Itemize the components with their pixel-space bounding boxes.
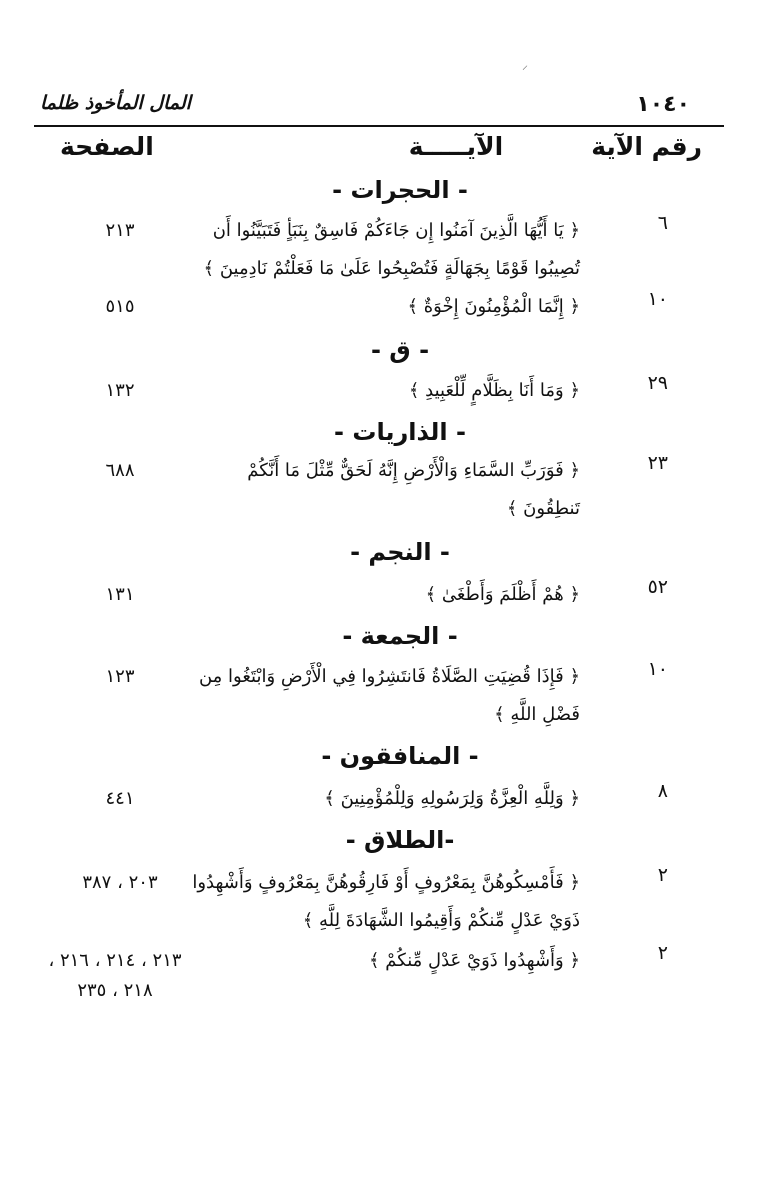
surah-heading-munafiqun: - المنافقون - bbox=[321, 742, 479, 770]
aya-text: ﴿ وَلِلَّهِ الْعِزَّةُ وَلِرَسُولِهِ وَلِلْمُؤْمِنِينَ ﴾ bbox=[324, 788, 580, 809]
aya-text: ﴿ إِنَّمَا الْمُؤْمِنُونَ إِخْوَةٌ ﴾ bbox=[407, 296, 580, 317]
surah-heading-najm: - النجم - bbox=[350, 538, 450, 566]
aya-text: ﴿ فَأَمْسِكُوهُنَّ بِمَعْرُوفٍ أَوْ فَارِقُوهُنَّ بِمَعْرُوفٍ وَأَشْهِدُوا ذَوَيْ عَدْلٍ مِّنكُمْ وَأَقِيمُوا الشَّهَادَةَ لِلَّهِ ﴾ bbox=[192, 872, 580, 931]
aya-number: ١٠ bbox=[647, 288, 668, 310]
header-rule bbox=[34, 125, 724, 127]
page-ref: ٥١٥ bbox=[105, 296, 135, 317]
page-number: ١٠٤٠ bbox=[636, 92, 690, 117]
aya-number: ٢٩ bbox=[647, 372, 668, 394]
page-ref: ٢١٣ ، ٢١٤ ، ٢١٦ ، ٢١٨ ، ٢٣٥ bbox=[48, 950, 182, 1001]
aya-text: ﴿ هُمْ أَظْلَمَ وَأَطْغَىٰ ﴾ bbox=[425, 584, 580, 605]
surah-heading-qaf: - ق - bbox=[370, 336, 430, 364]
aya-text: ﴿ يَا أَيُّهَا الَّذِينَ آمَنُوا إِن جَاءَكُمْ فَاسِقٌ بِنَبَأٍ فَتَبَيَّنُوا أَن تُصِيبُوا قَوْمًا بِجَهَالَةٍ فَتُصْبِحُوا عَلَىٰ مَا فَعَلْتُمْ نَادِمِينَ ﴾ bbox=[203, 220, 580, 279]
aya-text: ﴿ فَوَرَبِّ السَّمَاءِ وَالْأَرْضِ إِنَّهُ لَحَقٌّ مِّثْلَ مَا أَنَّكُمْ تَنطِقُونَ ﴾ bbox=[247, 460, 580, 519]
surah-heading-talaq: -الطلاق - bbox=[345, 826, 455, 854]
surah-heading-hujurat: - الحجرات - bbox=[332, 176, 468, 204]
page-ref: ٢٠٣ ، ٣٨٧ bbox=[82, 872, 158, 893]
aya-number: ٦ bbox=[657, 212, 668, 234]
aya-number: ٨ bbox=[657, 780, 668, 802]
aya-text: ﴿ وَأَشْهِدُوا ذَوَيْ عَدْلٍ مِّنكُمْ ﴾ bbox=[369, 950, 580, 971]
aya-number: ٢ bbox=[657, 942, 668, 964]
page-ref: ٦٨٨ bbox=[105, 460, 135, 481]
surah-heading-dhariyat: - الذاريات - bbox=[334, 418, 466, 446]
page-ref: ١٣٢ bbox=[105, 380, 135, 401]
aya-number: ٢ bbox=[657, 864, 668, 886]
aya-number: ٢٣ bbox=[647, 452, 668, 474]
page-ref: ٢١٣ bbox=[105, 220, 135, 241]
column-header-page: الصفحة bbox=[60, 132, 154, 161]
stray-mark-icon: ⸝ bbox=[522, 58, 529, 72]
page-ref: ١٣١ bbox=[105, 584, 135, 605]
page-ref: ٤٤١ bbox=[105, 788, 135, 809]
aya-number: ٥٢ bbox=[647, 576, 668, 598]
aya-number: ١٠ bbox=[647, 658, 668, 680]
book-title: المال المأخوذ ظلما bbox=[40, 92, 191, 114]
column-header-aya-number: رقم الآية bbox=[591, 132, 702, 161]
column-header-aya: الآيـــــة bbox=[408, 132, 504, 161]
aya-text: ﴿ وَمَا أَنَا بِظَلَّامٍ لِّلْعَبِيدِ ﴾ bbox=[408, 380, 580, 401]
page-ref: ١٢٣ bbox=[105, 666, 135, 687]
surah-heading-jumuah: - الجمعة - bbox=[342, 622, 458, 650]
aya-text: ﴿ فَإِذَا قُضِيَتِ الصَّلَاةُ فَانتَشِرُوا فِي الْأَرْضِ وَابْتَغُوا مِن فَضْلِ اللَّهِ ﴾ bbox=[198, 666, 580, 725]
